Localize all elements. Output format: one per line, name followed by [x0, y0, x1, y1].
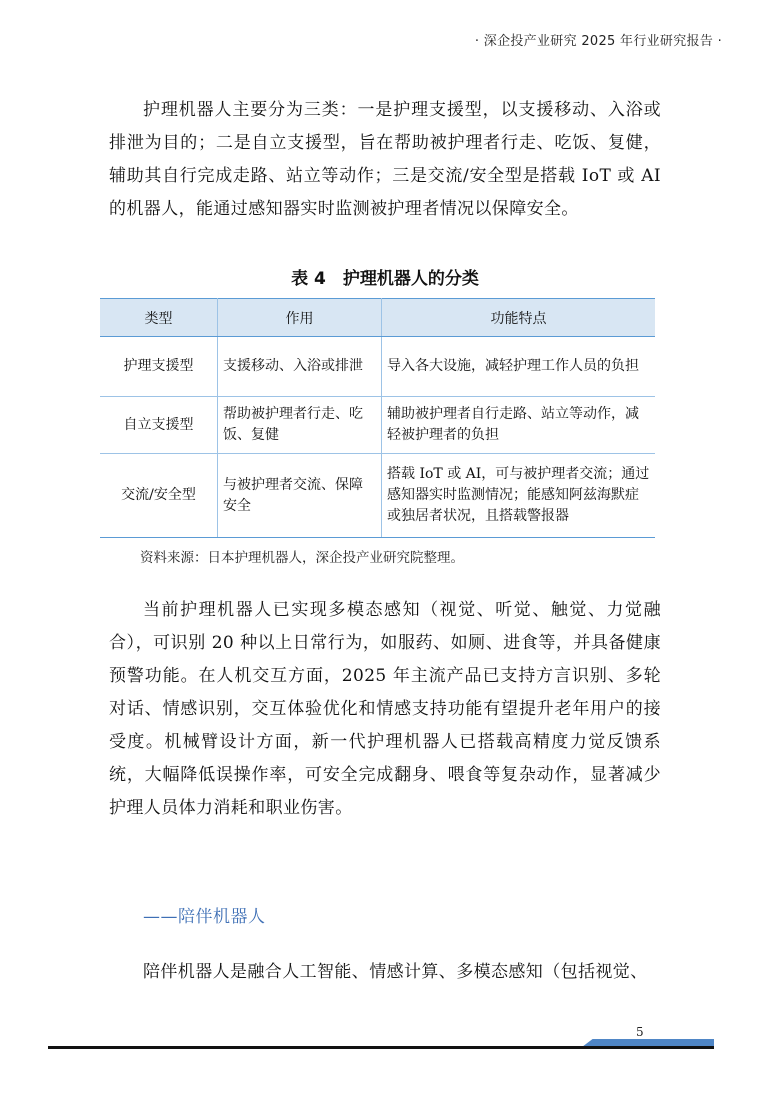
table-row — [100, 454, 655, 538]
companion-paragraph: 陪伴机器人是融合人工智能、情感计算、多模态感知（包括视觉、 — [143, 962, 648, 982]
cell-type: 护理支援型 — [100, 337, 218, 397]
robot-classification-table — [100, 298, 655, 538]
section-subheading: ——陪伴机器人 — [143, 907, 266, 927]
cell-type: 自立支援型 — [100, 397, 218, 454]
table-source-note: 资料来源：日本护理机器人，深企投产业研究院整理。 — [140, 550, 464, 566]
table-row — [100, 337, 655, 397]
header-features: 功能特点 — [382, 299, 656, 337]
table-title: 表 4 护理机器人的分类 — [291, 269, 479, 289]
header-type: 类型 — [100, 299, 218, 337]
footer-rule — [48, 1046, 714, 1049]
table-header-row — [100, 299, 655, 337]
cell-function: 帮助被护理者行走、吃饭、复健 — [218, 397, 382, 454]
current-status-paragraph: 当前护理机器人已实现多模态感知（视觉、听觉、触觉、力觉融合），可识别 20 种以上日常行为，如服药、如厕、进食等，并具备健康预警功能。在人机交互方面，2025 年主流产品已支持方言识别、多轮对话、情感识别，交互体验优化和情感支持功能有望提升老年用户的接受度。机械臂设计方面，新一代护理机器人已搭载高精度力觉反馈系统，大幅降低误操作率，可安全完成翻身、喂食等复杂动作，显著减少护理人员体力消耗和职业伤害。 — [109, 600, 661, 818]
cell-features: 辅助被护理者自行走路、站立等动作，减轻被护理者的负担 — [382, 397, 656, 454]
cell-function: 与被护理者交流、保障安全 — [218, 454, 382, 538]
intro-paragraph: 护理机器人主要分为三类：一是护理支援型，以支援移动、入浴或排泄为目的；二是自立支援型，旨在帮助被护理者行走、吃饭、复健，辅助其自行完成走路、站立等动作；三是交流/安全型是搭载 IoT 或 AI 的机器人，能通过感知器实时监测被护理者情况以保障安全。 — [109, 100, 661, 219]
cell-features: 搭载 IoT 或 AI，可与被护理者交流；通过感知器实时监测情况；能感知阿兹海默症或独居者状况，且搭载警报器 — [382, 454, 656, 538]
page-number: 5 — [636, 1025, 644, 1039]
cell-type: 交流/安全型 — [100, 454, 218, 538]
header-function: 作用 — [218, 299, 382, 337]
cell-features: 导入各大设施，减轻护理工作人员的负担 — [382, 337, 656, 397]
report-header: · 深企投产业研究 2025 年行业研究报告 · — [474, 34, 722, 49]
cell-function: 支援移动、入浴或排泄 — [218, 337, 382, 397]
table-row — [100, 397, 655, 454]
